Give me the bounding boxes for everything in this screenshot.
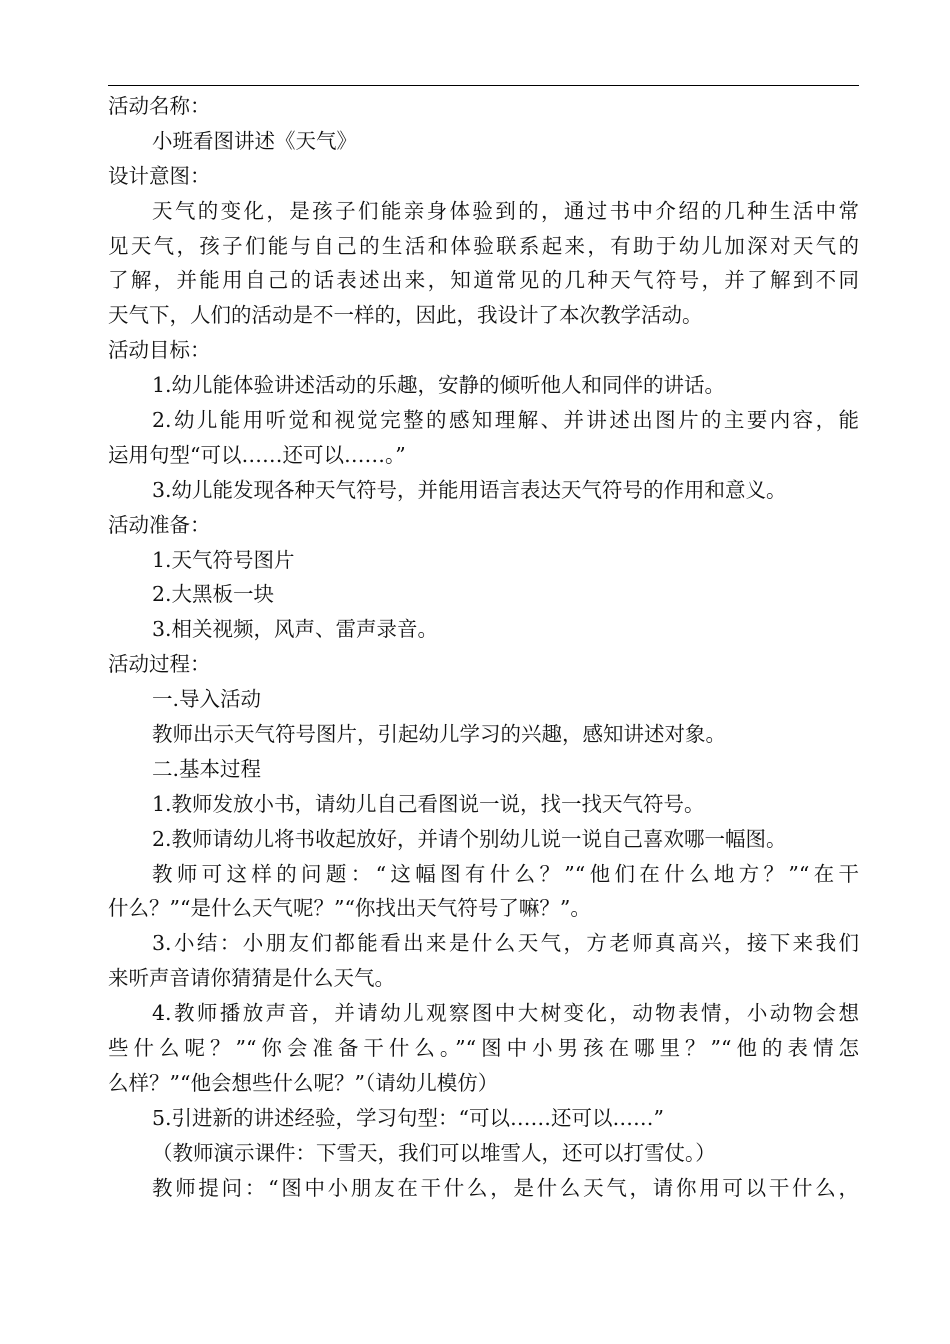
activity-title: 小班看图讲述《天气》: [152, 128, 357, 153]
paragraph-line: 天气下，人们的活动是不一样的，因此，我设计了本次教学活动。: [108, 303, 703, 328]
heading-activity-goals: 活动目标：: [108, 338, 211, 363]
list-item-continuation: 么样？”“他会想些什么呢？”（请幼儿模仿）: [108, 1070, 499, 1095]
section-heading: 一.导入活动: [152, 687, 262, 712]
list-item: 3.小结：小朋友们都能看出来是什么天气，方老师真高兴，接下来我们: [152, 931, 859, 956]
paragraph-line: 什么？”“是什么天气呢？”“你找出天气符号了嘛？”。: [108, 896, 591, 921]
list-item: 1.幼儿能体验讲述活动的乐趣，安静的倾听他人和同伴的讲话。: [152, 373, 726, 398]
list-item: 3.相关视频，风声、雷声录音。: [152, 617, 439, 642]
list-item: 3.幼儿能发现各种天气符号，并能用语言表达天气符号的作用和意义。: [152, 477, 787, 502]
paragraph-line: 天气的变化，是孩子们能亲身体验到的，通过书中介绍的几种生活中常: [152, 198, 859, 223]
heading-activity-prep: 活动准备：: [108, 512, 211, 537]
heading-design-intent: 设计意图：: [108, 163, 211, 188]
list-item-continuation: 运用句型“可以……还可以……。”: [108, 442, 406, 467]
paragraph-line: （教师演示课件：下雪天，我们可以堆雪人，还可以打雪仗。）: [152, 1140, 716, 1165]
list-item-continuation: 些什么呢？”“你会准备干什么。”“图中小男孩在哪里？”“他的表情怎: [108, 1036, 859, 1061]
list-item: 4.教师播放声音，并请幼儿观察图中大树变化，动物表情，小动物会想: [152, 1001, 859, 1026]
header-rule: [108, 85, 859, 86]
paragraph-line: 见天气，孩子们能与自己的生活和体验联系起来，有助于幼儿加深对天气的: [108, 233, 859, 258]
list-item: 2.幼儿能用听觉和视觉完整的感知理解、并讲述出图片的主要内容，能: [152, 408, 859, 433]
paragraph-line: 教师出示天气符号图片，引起幼儿学习的兴趣，感知讲述对象。: [152, 722, 726, 747]
section-heading: 二.基本过程: [152, 756, 262, 781]
document-body: [108, 89, 859, 1206]
paragraph-line: 教师提问：“图中小朋友在干什么，是什么天气，请你用可以干什么，: [152, 1175, 859, 1200]
list-item: 1.天气符号图片: [152, 547, 295, 572]
list-item-continuation: 来听声音请你猜猜是什么天气。: [108, 966, 395, 991]
paragraph-line: 了解，并能用自己的话表述出来，知道常见的几种天气符号，并了解到不同: [108, 268, 859, 293]
heading-activity-process: 活动过程：: [108, 652, 211, 677]
paragraph-line: 教师可这样的问题：“这幅图有什么？”“他们在什么地方？”“在干: [152, 861, 859, 886]
list-item: 2.大黑板一块: [152, 582, 275, 607]
heading-activity-name: 活动名称：: [108, 94, 211, 118]
list-item: 5.引进新的讲述经验，学习句型：“可以……还可以……”: [152, 1105, 665, 1130]
list-item: 2.教师请幼儿将书收起放好，并请个别幼儿说一说自己喜欢哪一幅图。: [152, 826, 787, 851]
list-item: 1.教师发放小书，请幼儿自己看图说一说，找一找天气符号。: [152, 791, 705, 816]
